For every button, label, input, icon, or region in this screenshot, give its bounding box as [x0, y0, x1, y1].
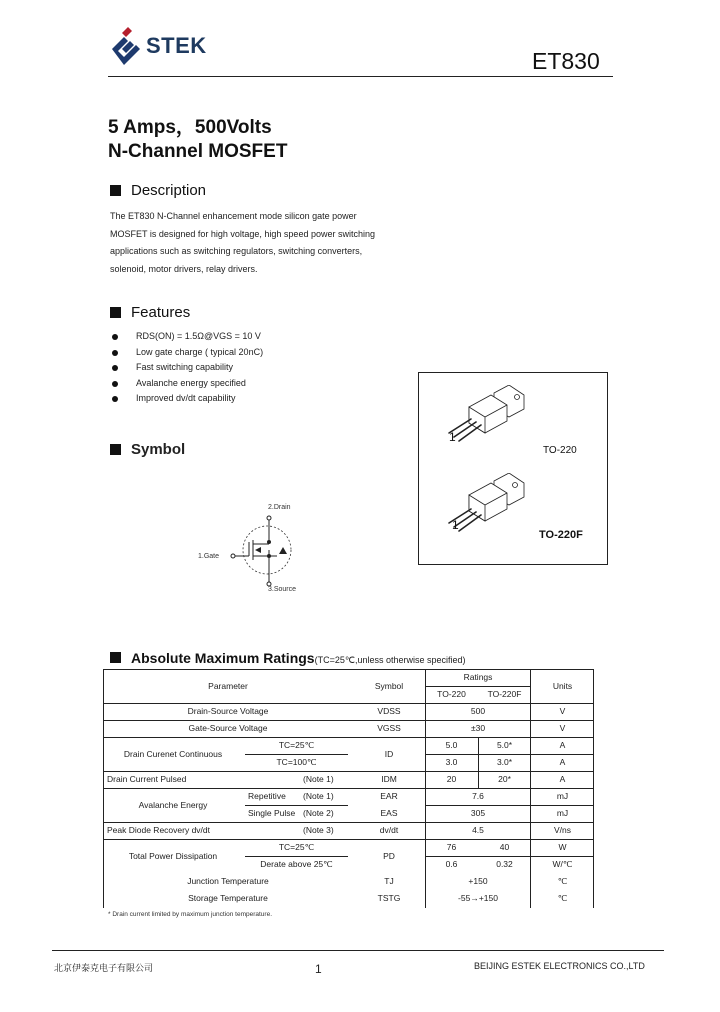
description-heading: Description — [110, 182, 206, 199]
value-idm-to220f: 20* — [498, 774, 511, 784]
value-pd-to220: 76 — [446, 842, 457, 852]
value-vdss: 500 — [470, 706, 486, 716]
symbol-vdss: VDSS — [377, 706, 401, 716]
param-id: Drain Curenet Continuous — [123, 749, 223, 759]
title-line-2: N-Channel MOSFET — [108, 141, 288, 162]
square-bullet-icon — [110, 307, 121, 318]
cond-id-25: TC=25℃ — [278, 740, 315, 750]
symbol-vgss: VGSS — [377, 723, 401, 733]
square-bullet-icon — [110, 652, 121, 663]
value-dvdt: 4.5 — [472, 825, 484, 835]
unit-id-25: A — [559, 740, 566, 750]
source-label: 3.Source — [268, 586, 297, 593]
param-tj: Junction Temperature — [187, 876, 269, 886]
page-number: 1 — [315, 962, 322, 976]
col-to220: TO-220 — [437, 689, 466, 699]
gate-label: 1.Gate — [198, 553, 220, 560]
symbol-pd: PD — [383, 851, 395, 861]
company-name-english: BEIJING ESTEK ELECTRONICS CO.,LTD — [474, 961, 645, 971]
value-vgss: ±30 — [470, 723, 486, 733]
feature-item: Avalanche energy specified — [110, 376, 263, 392]
param-vgss: Gate-Source Voltage — [188, 723, 268, 733]
unit-vgss: V — [559, 723, 566, 733]
page-title — [108, 116, 287, 164]
symbol-eas: EAS — [380, 808, 398, 818]
feature-item: Fast switching capability — [110, 360, 263, 376]
symbol-tstg: TSTG — [377, 893, 401, 903]
param-pd: Total Power Dissipation — [128, 851, 218, 861]
to220-label: TO-220 — [543, 445, 577, 456]
square-bullet-icon — [110, 444, 121, 455]
symbol-heading: Symbol — [110, 441, 185, 458]
feature-item: Improved dv/dt capability — [110, 391, 263, 407]
to220f-label: TO-220F — [539, 529, 583, 541]
bullet-icon — [112, 365, 118, 371]
cond-single-pulse: Single Pulse — [248, 808, 296, 818]
estek-logo-icon — [108, 27, 148, 67]
bullet-icon — [112, 334, 118, 340]
part-number: ET830 — [532, 48, 600, 74]
col-units: Units — [552, 681, 573, 691]
note-eas: (Note 2) — [303, 808, 334, 818]
param-avalanche: Avalanche Energy — [138, 800, 208, 810]
cond-pd-derate: Derate above 25℃ — [260, 859, 333, 869]
value-eas: 305 — [470, 808, 486, 818]
drain-label: 2.Drain — [268, 504, 291, 511]
unit-derate: W/℃ — [552, 859, 573, 869]
note-idm: (Note 1) — [303, 774, 334, 784]
param-dvdt: Peak Diode Recovery dv/dt — [107, 825, 210, 835]
value-ear: 7.6 — [472, 791, 484, 801]
bullet-icon — [112, 350, 118, 356]
symbol-id: ID — [384, 749, 394, 759]
features-list — [110, 329, 263, 407]
symbol-tj: TJ — [384, 876, 394, 886]
value-id-25-to220f: 5.0* — [496, 740, 513, 750]
value-id-100-to220f: 3.0* — [496, 757, 513, 767]
header-divider — [108, 76, 613, 77]
param-idm: Drain Current Pulsed — [107, 774, 187, 784]
value-derate-to220f: 0.32 — [496, 859, 513, 869]
to220f-pin-label: 1 — [452, 518, 459, 532]
cond-pd-25: TC=25℃ — [278, 842, 315, 852]
unit-tj: ℃ — [557, 876, 568, 886]
value-derate-to220: 0.6 — [445, 859, 458, 869]
cond-repetitive: Repetitive — [248, 791, 286, 801]
feature-item: RDS(ON) = 1.5Ω@VGS = 10 V — [110, 329, 263, 345]
unit-tstg: ℃ — [557, 893, 568, 903]
description-text: The ET830 N-Channel enhancement mode silicon gate power MOSFET is designed for high voltage, high speed power switching applications such as switching regulators, switching converters, solenoid, motor drivers, relay drivers. — [110, 211, 375, 274]
cond-id-100: TC=100℃ — [276, 757, 317, 767]
to220-pin-label: 1 — [449, 430, 456, 444]
value-tj: +150 — [468, 876, 488, 886]
feature-item: Low gate charge ( typical 20nC) — [110, 345, 263, 361]
value-idm-to220: 20 — [446, 774, 457, 784]
note-dvdt: (Note 3) — [303, 825, 334, 835]
note-ear: (Note 1) — [303, 791, 334, 801]
value-id-25-to220: 5.0 — [445, 740, 458, 750]
bullet-icon — [112, 381, 118, 387]
col-symbol: Symbol — [374, 681, 404, 691]
brand-name: STEK — [146, 33, 207, 58]
unit-idm: A — [559, 774, 566, 784]
value-tstg: -55→+150 — [458, 893, 498, 903]
ratings-grid — [103, 669, 594, 908]
features-heading: Features — [110, 304, 190, 321]
value-id-100-to220: 3.0 — [445, 757, 458, 767]
symbol-ear: EAR — [380, 791, 398, 801]
square-bullet-icon — [110, 185, 121, 196]
col-ratings: Ratings — [463, 672, 493, 682]
value-pd-to220f: 40 — [499, 842, 510, 852]
unit-id-100: A — [559, 757, 566, 767]
bullet-icon — [112, 396, 118, 402]
mosfet-symbol-icon — [225, 510, 305, 590]
unit-dvdt: V/ns — [553, 825, 571, 835]
symbol-dvdt: dv/dt — [379, 825, 399, 835]
company-name-chinese: 北京伊泰克电子有限公司 — [54, 963, 154, 973]
unit-pd: W — [558, 842, 567, 852]
param-tstg: Storage Temperature — [188, 893, 268, 903]
param-vdss: Drain-Source Voltage — [187, 706, 269, 716]
ratings-heading: Absolute Maximum Ratings(TC=25℃,unless otherwise specified) — [110, 650, 466, 668]
unit-vdss: V — [559, 706, 566, 716]
unit-ear: mJ — [556, 791, 569, 801]
package-illustration-box — [418, 372, 608, 565]
symbol-idm: IDM — [381, 774, 397, 784]
col-to220f: TO-220F — [487, 689, 522, 699]
unit-eas: mJ — [556, 808, 569, 818]
footer-divider — [52, 950, 664, 951]
col-parameter: Parameter — [208, 681, 248, 691]
table-footnote: * Drain current limited by maximum junction temperature. — [108, 911, 273, 918]
title-line-1: 5 Amps，500Volts — [108, 117, 272, 138]
